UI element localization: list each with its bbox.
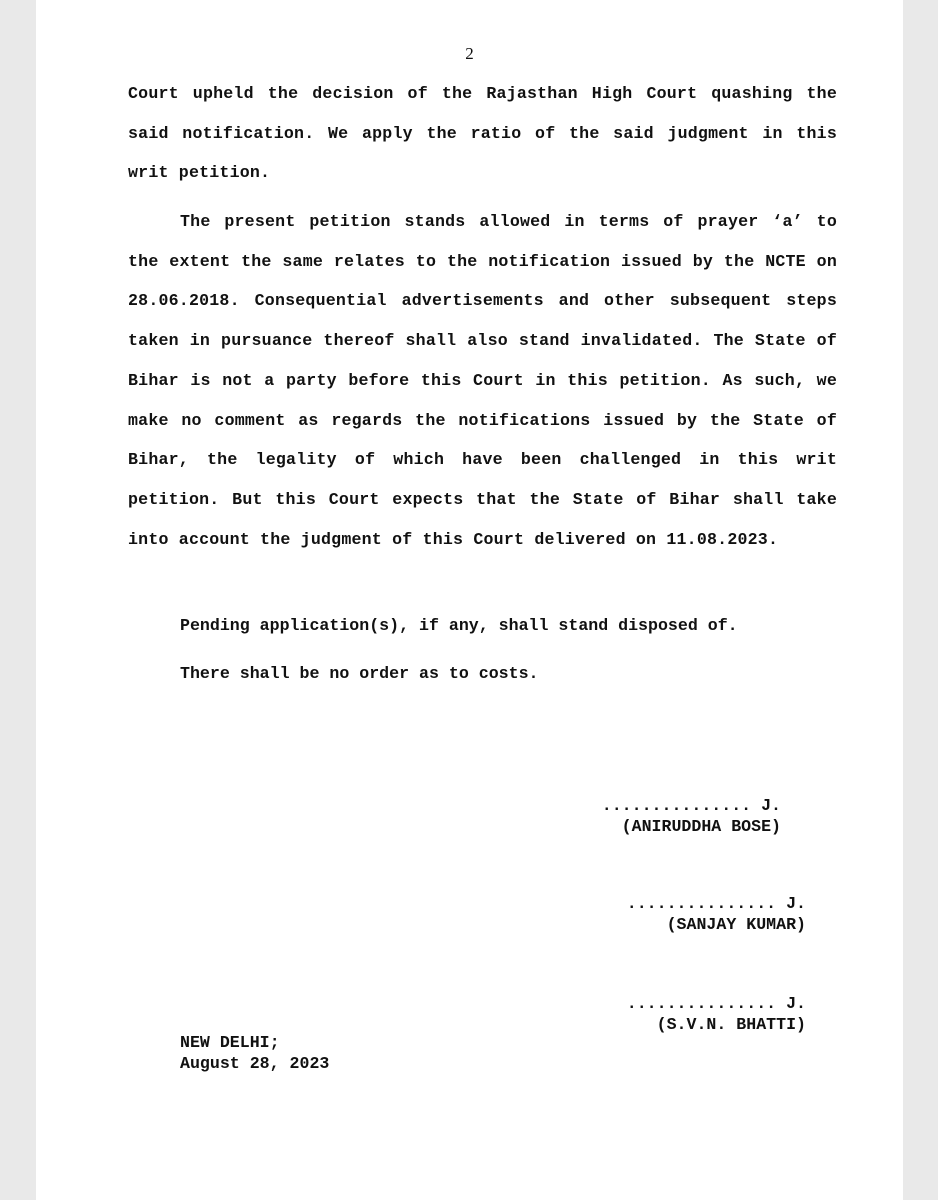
date: August 28, 2023 [180,1054,330,1073]
document-page [36,0,903,1200]
judge-name: (ANIRUDDHA BOSE) [621,817,781,836]
signature-line: ............... J. [601,796,781,815]
page-number: 2 [465,44,474,63]
paragraph-2: The present petition stands allowed in terms of prayer ‘a’ to the extent the same relates to the notification issued by the NCTE on 28.06.2018. Consequential advertisements and other subsequent steps taken in pursuance thereof shall also stand invalidated. The State of Bihar is not a party before this Court in this petition. As such, we make no comment as regards the notifications issued by the State of Bihar, the legality of which have been challenged in this writ petition. But this Court expects that the State of Bihar shall take into account the judgment of this Court delivered on 11.08.2023. [128,212,837,549]
signature-block-3 [576,993,806,1035]
signature-block-1 [576,795,781,837]
signature-block-2 [576,893,806,935]
signature-line: ............... J. [626,894,806,913]
paragraph-pending-applications: Pending application(s), if any, shall stand disposed of. [180,616,738,635]
signature-line: ............... J. [626,994,806,1013]
judge-name: (SANJAY KUMAR) [666,915,806,934]
paragraph-costs: There shall be no order as to costs. [180,664,539,683]
place-date-block [180,1032,329,1074]
paragraph-1: Court upheld the decision of the Rajasthan High Court quashing the said notification. We apply the ratio of the said judgment in this writ petition. [128,84,837,183]
judge-name: (S.V.N. BHATTI) [656,1015,806,1034]
place: NEW DELHI; [180,1033,280,1052]
